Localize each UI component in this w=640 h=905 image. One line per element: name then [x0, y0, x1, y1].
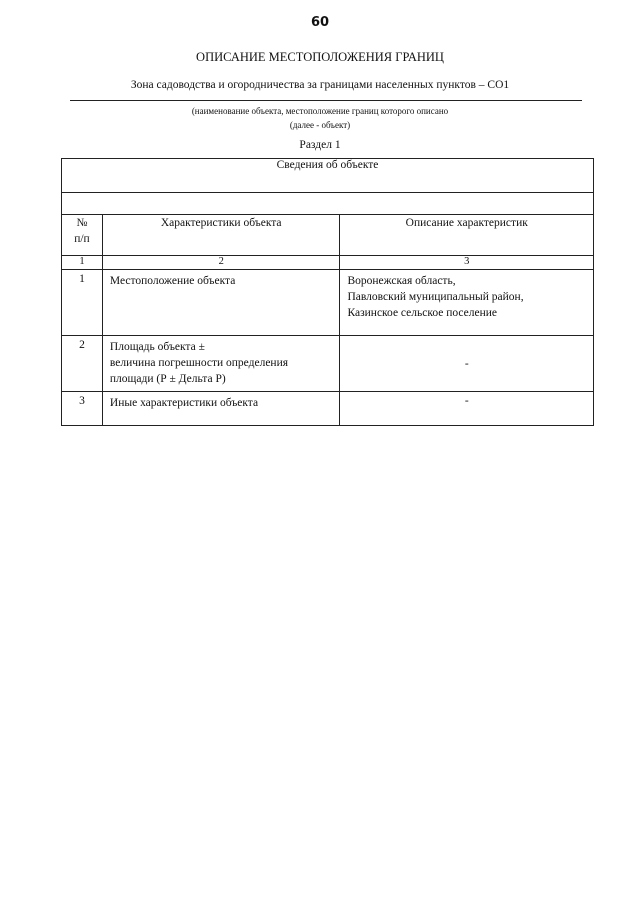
header-num-line-2: п/п	[74, 233, 90, 245]
row-description: -	[340, 336, 594, 392]
row-description-line-3: Казинское сельское поселение	[347, 307, 498, 319]
object-name: Зона садоводства и огородничества за границами населенных пунктов – СО1	[130, 79, 510, 91]
table-row	[62, 270, 594, 336]
underline-rule	[70, 100, 582, 101]
column-index-3: 3	[340, 256, 594, 270]
section-title: Раздел 1	[299, 139, 341, 151]
table-empty-cell	[62, 193, 594, 215]
row-characteristic	[102, 336, 340, 392]
column-index-1: 1	[62, 256, 103, 270]
row-characteristic-line-1: Площадь объекта ±	[109, 341, 205, 353]
row-description: -	[340, 392, 594, 426]
header-characteristics: Характеристики объекта	[102, 215, 340, 256]
object-caption	[0, 104, 640, 132]
row-characteristic: Местоположение объекта	[102, 270, 340, 336]
document-title: ОПИСАНИЕ МЕСТОПОЛОЖЕНИЯ ГРАНИЦ	[196, 50, 444, 64]
object-caption-line-2: (далее - объект)	[289, 120, 351, 130]
column-index-2: 2	[102, 256, 340, 270]
row-description	[340, 270, 594, 336]
header-description: Описание характеристик	[340, 215, 594, 256]
column-index-row	[62, 256, 594, 270]
row-description-line-2: Павловский муниципальный район,	[347, 291, 524, 303]
table-header-row	[62, 215, 594, 256]
row-num: 3	[62, 392, 103, 426]
object-info-table	[61, 158, 594, 426]
table-row	[62, 336, 594, 392]
header-num-line-1: №	[76, 217, 88, 229]
row-characteristic-line-2: величина погрешности определения	[109, 357, 289, 369]
table-row	[62, 392, 594, 426]
page-number: 60	[310, 15, 330, 30]
object-caption-line-1: (наименование объекта, местоположение границ которого описано	[191, 106, 449, 116]
header-num	[62, 215, 103, 256]
table-title: Сведения об объекте	[62, 159, 594, 193]
row-num: 2	[62, 336, 103, 392]
table-empty-row	[62, 193, 594, 215]
row-characteristic-line-3: площади (Р ± Дельта Р)	[109, 373, 226, 385]
table-title-row	[62, 159, 594, 193]
row-num: 1	[62, 270, 103, 336]
row-description-line-1: Воронежская область,	[347, 275, 456, 287]
row-characteristic: Иные характеристики объекта	[102, 392, 340, 426]
